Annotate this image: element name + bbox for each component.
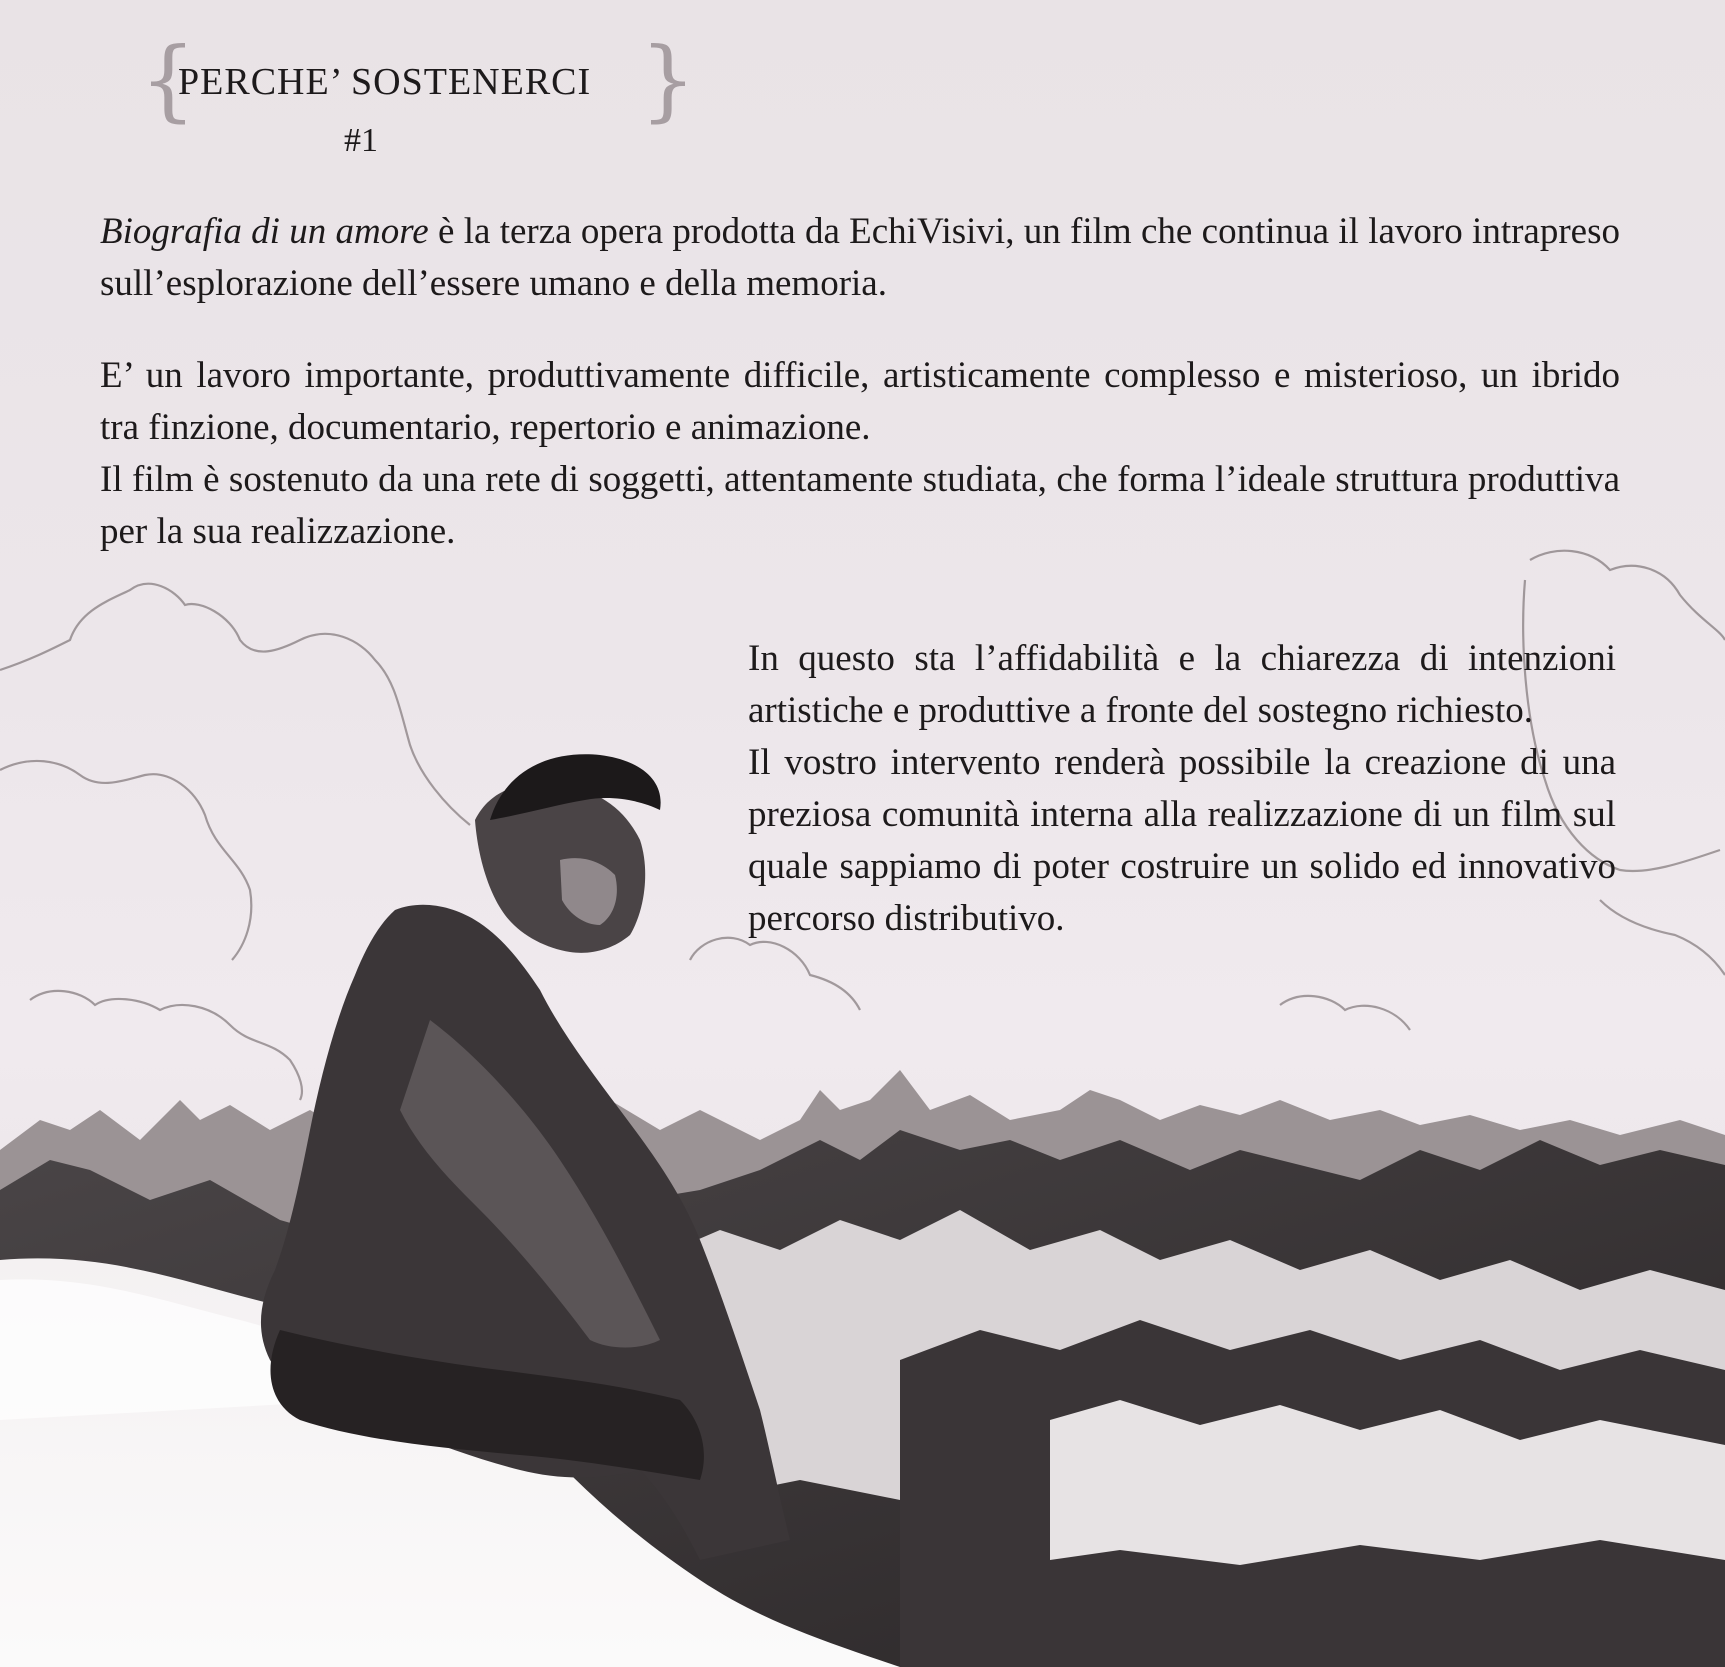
heading-block: [140, 28, 696, 190]
film-title: Biografia di un amore: [100, 211, 429, 252]
page-title: PERCHE’ SOSTENERCI: [178, 61, 592, 103]
left-brace-decoration: {: [140, 28, 196, 131]
right-brace-decoration: }: [640, 28, 696, 131]
body-paragraph-b: Il film è sostenuto da una rete di soggetti, attentamente studiata, che forma l’ideale struttura produttiva per la sua realizzazione.: [100, 459, 1620, 552]
side-text-block: [748, 633, 1616, 945]
side-paragraph-a: In questo sta l’affidabilità e la chiarezza di intenzioni artistiche e produttive a fronte del sostegno richiesto.: [748, 638, 1616, 731]
body-text-block: [100, 350, 1620, 558]
intro-text: è la terza opera prodotta da EchiVisivi, un film che continua il lavoro intrapreso sull’esplorazione dell’essere umano e della memoria.: [100, 211, 1620, 304]
body-paragraph-a: E’ un lavoro importante, produttivamente difficile, artisticamente complesso e misterioso, un ibrido tra finzione, documentario, repertorio e animazione.: [100, 355, 1620, 448]
mountain-range: [0, 1070, 1725, 1667]
section-number: #1: [344, 122, 378, 159]
intro-paragraph: [100, 206, 1620, 310]
side-paragraph-b: Il vostro intervento renderà possibile la creazione di una preziosa comunità interna alla realizzazione di un film sul quale sappiamo di poter costruire un solido ed innovativo percorso distributivo.: [748, 742, 1616, 939]
